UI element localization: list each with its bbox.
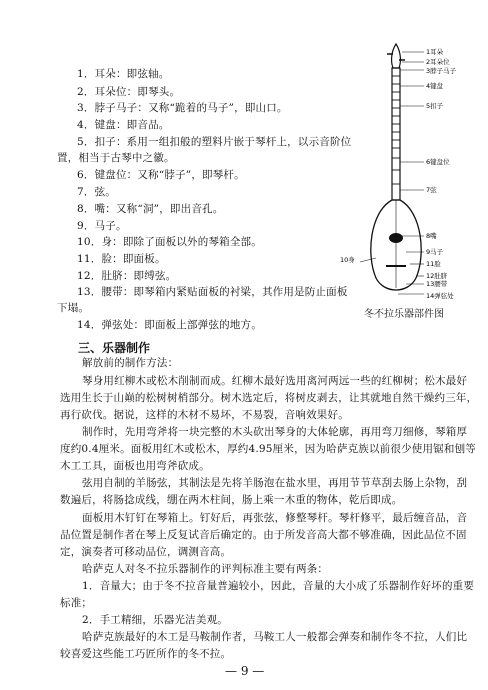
para-4-line-3: 定，演奏者可移动品位，调测音高。 <box>60 546 232 558</box>
part-item-5: 5．扣子：系用一组扣般的塑料片嵌于琴杆上，以示音阶位 <box>77 136 352 148</box>
fig-label-11: 11脸 <box>426 260 441 268</box>
fig-label-6: 6键盘位 <box>426 158 450 166</box>
para-8-line-2: 较喜爱这些能工巧匠所作的冬不拉。 <box>60 648 232 660</box>
para-1-line-2: 选用生长于山巅的松树树梢部分。树木选定后，将树皮剥去，让其就地自然干燥约三年， <box>60 392 478 404</box>
neck-shape <box>392 68 400 200</box>
page-number: — 9 — <box>225 664 265 678</box>
criterion-1-line-1: 1．音量大；由于冬不拉音量普遍较小，因此，音量的大小成了乐器制作好坏的重要 <box>82 580 475 592</box>
peg-head-shape <box>392 44 401 68</box>
part-item-11: 11．脸：即面板。 <box>77 253 166 265</box>
part-item-14: 14．弹弦处：即面板上部弹弦的地方。 <box>77 319 262 331</box>
fig-label-7: 7弦 <box>426 186 437 194</box>
para-5-line-1: 哈萨克人对冬不拉乐器制作的评判标准主要有两条： <box>82 563 329 575</box>
fig-label-5: 5扣子 <box>426 102 444 110</box>
fig-label-2: 2耳朵位 <box>426 58 450 66</box>
para-3-line-1: 弦用自制的羊肠弦，其制法是先将羊肠泡在盐水里，再用节节草刮去肠上杂物，刮 <box>82 477 468 489</box>
para-2-line-2: 度约0.4厘米。面板用红木或松木，厚约4.95厘米，因为哈萨克族以前很少使用锯和刨等 <box>60 443 476 455</box>
part-item-7: 7．弦。 <box>77 186 116 198</box>
fig-label-4: 4键盘 <box>426 82 444 90</box>
fig-label-8: 8嘴 <box>426 232 437 240</box>
para-1-line-1: 琴身用红柳木或松木削制而成。红柳木最好选用离河两远一些的红柳树；松木最好 <box>82 375 468 387</box>
part-item-6: 6．键盘位：又称“脖子”，即琴杆。 <box>77 169 245 181</box>
fig-label-12: 12肚脐 <box>426 272 448 280</box>
part-item-8: 8．嘴：又称“洞”，即出音孔。 <box>77 203 224 215</box>
part-item-9: 9．马子。 <box>77 220 127 232</box>
figure-caption: 冬不拉乐器部件图 <box>364 309 444 320</box>
part-item-10: 10．身：即除了面板以外的琴箱全部。 <box>77 236 262 248</box>
para-1-line-3: 再行砍伐。据说，这样的木材不易坏，不易裂，音响效果好。 <box>60 409 349 421</box>
part-item-5-cont: 置，相当于古琴中之徽。 <box>57 152 175 164</box>
fig-label-3: 3脖子马子 <box>426 67 457 75</box>
part-item-2: 2．耳朵位：即琴头。 <box>77 86 181 98</box>
para-4-line-1: 面板用木钉钉在琴箱上。钉好后，再张弦，修整琴杆。琴杆修平，最后缠音品，音 <box>82 512 468 524</box>
fig-label-14: 14弹弦处 <box>426 292 454 300</box>
para-8-line-1: 哈萨克族最好的木工是马鞍制作者，马鞍工人一般都会弹奏和制作冬不拉，人们比 <box>82 631 468 643</box>
section-heading: 三、乐器制作 <box>78 341 151 355</box>
part-item-1: 1．耳朵：即弦轴。 <box>77 68 170 80</box>
para-2-line-1: 制作时，先用弯斧将一块完整的木头砍出琴身的大体轮廓，再用弯刀细修，琴箱厚 <box>82 426 468 438</box>
dombra-diagram <box>340 40 457 306</box>
part-item-4: 4．键盘：即音品。 <box>77 119 170 131</box>
para-2-line-3: 木工工具，面板也用弯斧砍成。 <box>60 460 210 472</box>
part-item-13-cont: 下塌。 <box>57 302 90 314</box>
fig-label-13: 13腰带 <box>426 280 448 288</box>
para-4-line-2: 品位置是制作者在琴上反复试音后确定的。由于所发音高大都不够准确，因此品位不固 <box>60 529 467 541</box>
para-3-line-2: 数遍后，将肠捻成线，绷在两木柱间，肠上乘一木重的物体，乾后即成。 <box>60 494 403 506</box>
part-item-13: 13．腰带：即琴箱内紧贴面板的衬梁，其作用是防止面板 <box>77 286 348 298</box>
section-intro: 解放前的制作方法： <box>82 357 179 369</box>
part-item-12: 12．肚脐：即缚弦。 <box>77 270 177 282</box>
part-item-3: 3．脖子马子：又称“跪着的马子”，即山口。 <box>77 102 288 114</box>
criterion-1-line-2: 标准； <box>60 597 93 609</box>
fig-label-10: 10身 <box>340 256 355 264</box>
criterion-2: 2．手工精细，乐器光洁美观。 <box>82 614 228 626</box>
fig-label-9: 9马子 <box>426 248 444 256</box>
fig-label-1: 1耳朵 <box>426 48 444 56</box>
